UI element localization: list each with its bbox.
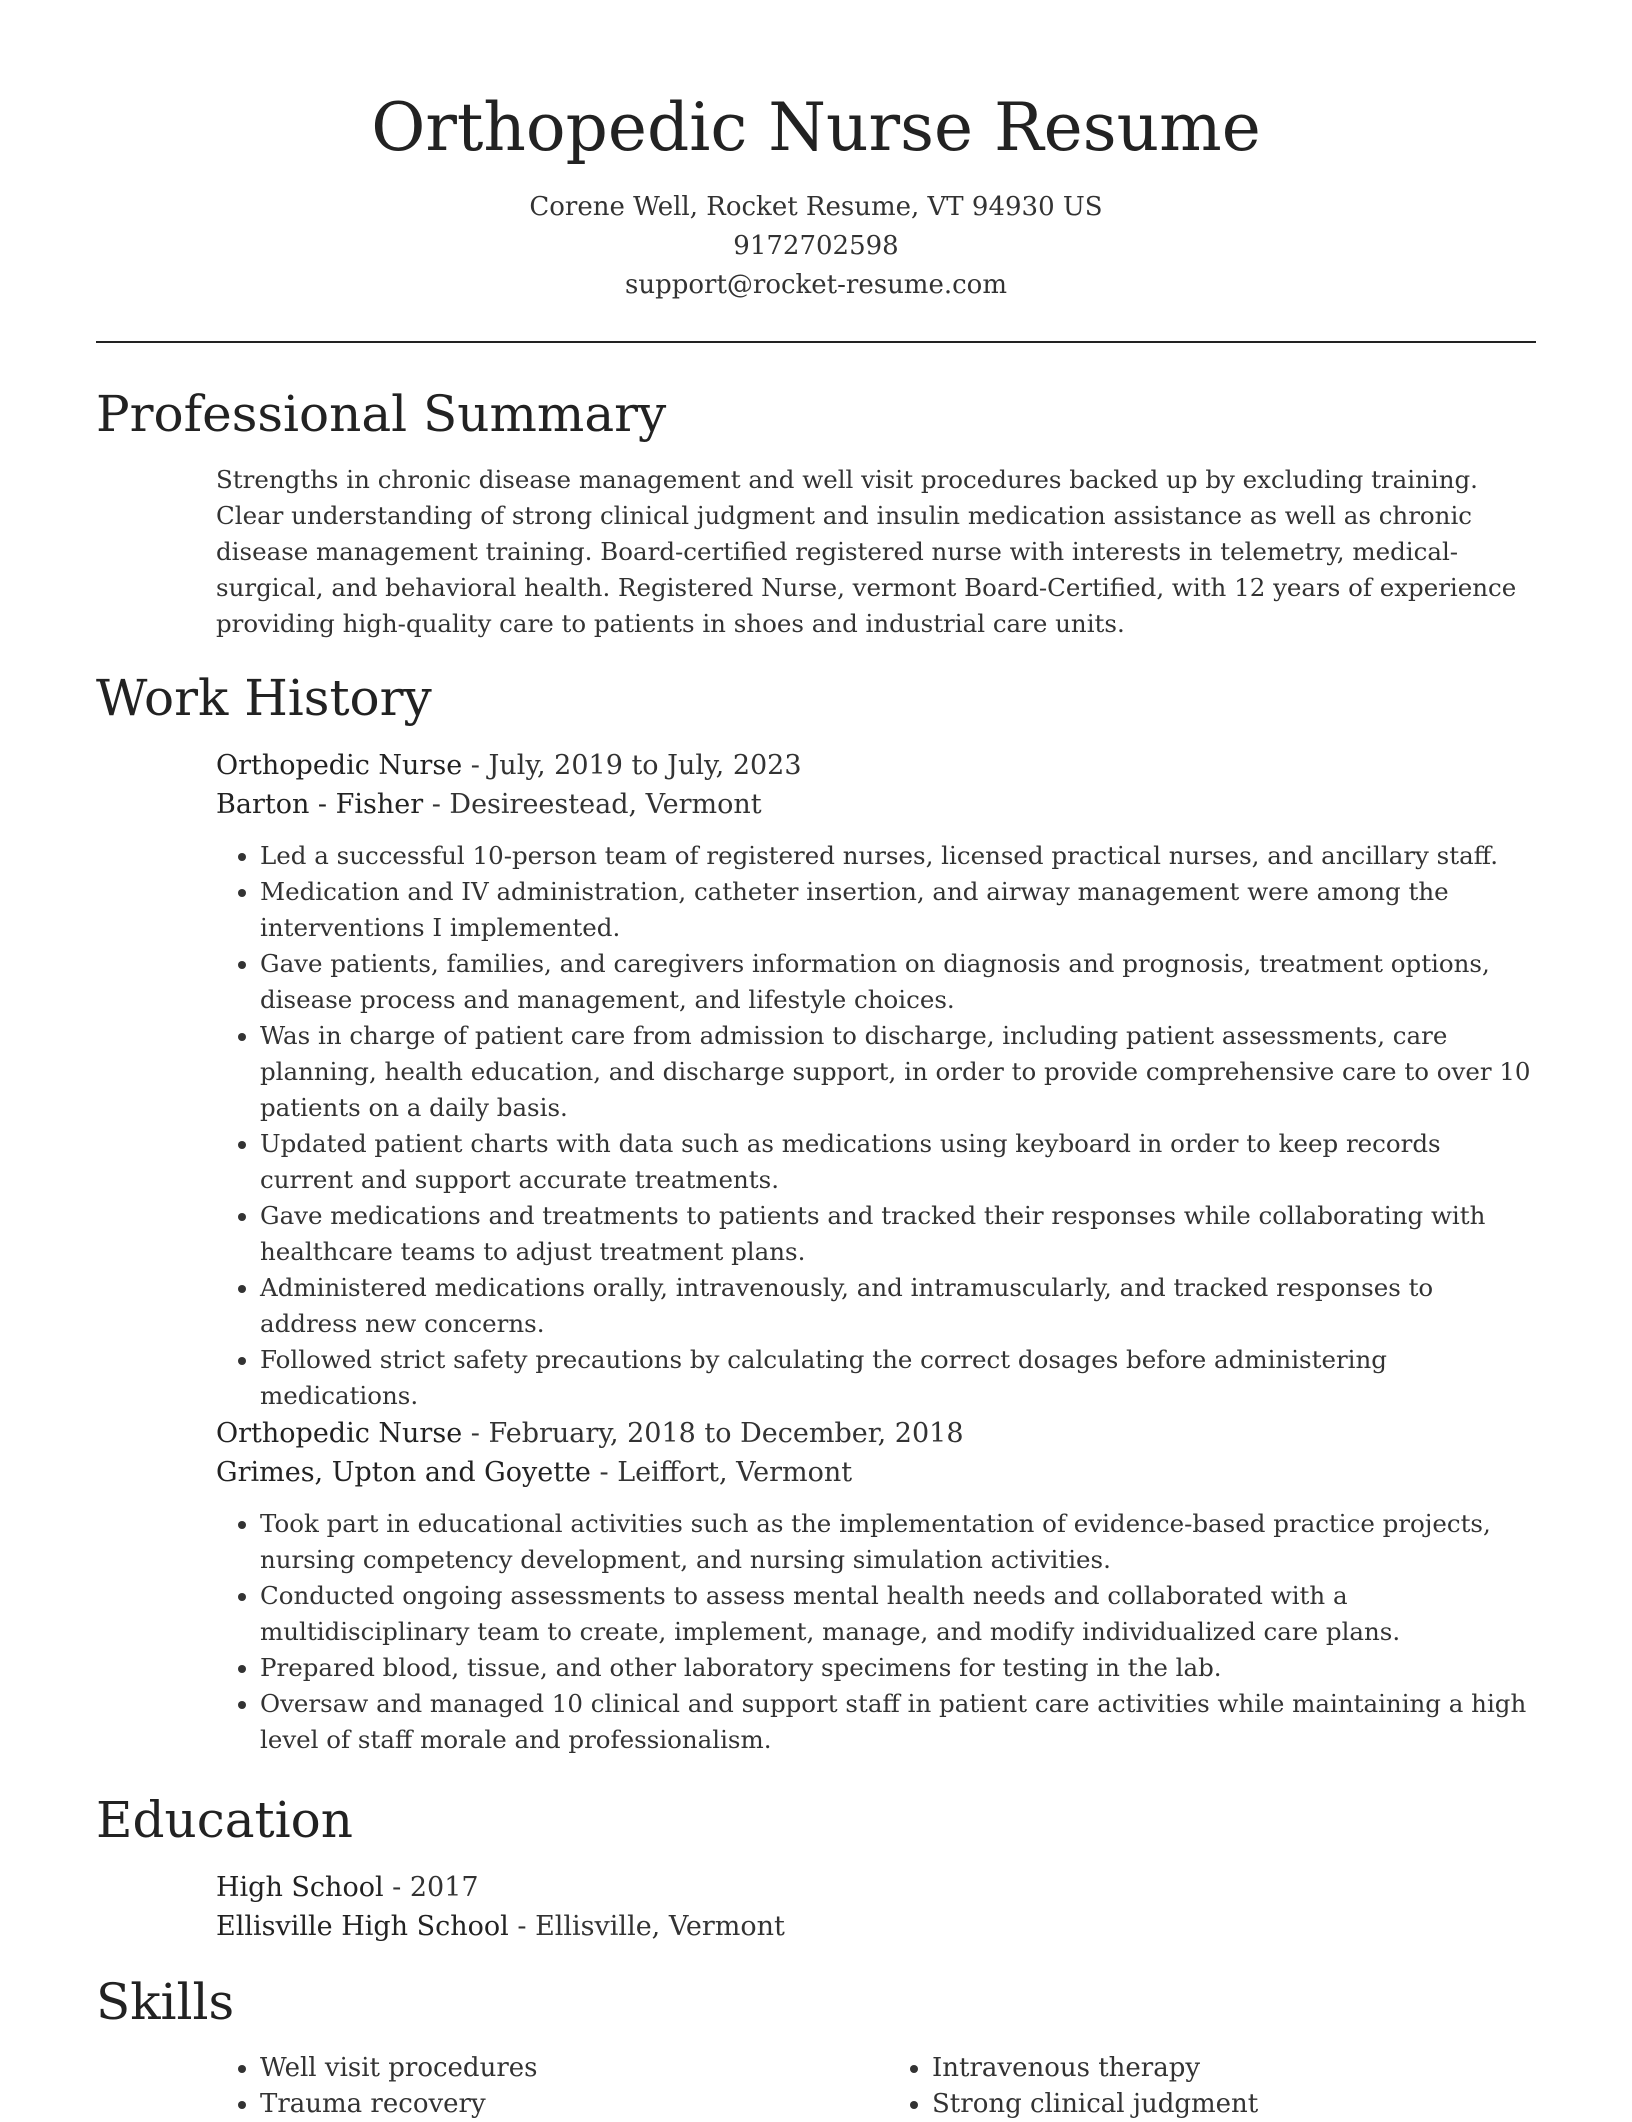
work-history-heading: Work History: [96, 669, 432, 727]
job-bullet: • Gave patients, families, and caregivers information on diagnosis and prognosis, treatment options, disease process and management, and lifestyle choices.: [260, 946, 1538, 1018]
job-company-line: [216, 785, 1538, 824]
job-bullet: • Took part in educational activities such as the implementation of evidence-based practice projects, nursing competency development, and nursing simulation activities.: [260, 1506, 1538, 1578]
job-bullets: [216, 838, 1538, 1414]
job-location: - Desireestead, Vermont: [423, 789, 762, 820]
job-entry: [216, 746, 1538, 1414]
education-heading: Education: [96, 1791, 353, 1849]
education-year: - 2017: [383, 1872, 479, 1903]
summary-text: Strengths in chronic disease management and well visit procedures backed up by excluding training. Clear understanding of strong clinical judgment and insulin medication assistance as well as chronic disease management training. Board-certified registered nurse with interests in telemetry, medical-surgical, and behavioral health. Registered Nurse, vermont Board-Certified, with 12 years of experience providing high-quality care to patients in shoes and industrial care units.: [216, 465, 1517, 638]
skill-item: • Trauma recovery: [260, 2086, 866, 2122]
education-entry: [216, 1868, 1538, 1946]
job-bullet: • Led a successful 10-person team of registered nurses, licensed practical nurses, and ancillary staff.: [260, 838, 1538, 874]
job-title-line: [216, 746, 1538, 785]
contact-email: support@rocket-resume.com: [624, 270, 1007, 300]
job-bullets: [216, 1506, 1538, 1758]
skill-item: • Strong clinical judgment: [932, 2086, 1538, 2122]
job-bullet: • Conducted ongoing assessments to assess mental health needs and collaborated with a multidisciplinary team to create, implement, manage, and modify individualized care plans.: [260, 1578, 1538, 1650]
job-bullet: • Oversaw and managed 10 clinical and support staff in patient care activities while maintaining a high level of staff morale and professionalism.: [260, 1686, 1538, 1758]
job-dates: - July, 2019 to July, 2023: [462, 750, 802, 781]
job-title-line: [216, 1414, 1538, 1453]
resume-header: [0, 86, 1632, 305]
job-bullet: • Updated patient charts with data such as medications using keyboard in order to keep records current and support accurate treatments.: [260, 1126, 1538, 1198]
job-bullet: • Gave medications and treatments to patients and tracked their responses while collaborating with healthcare teams to adjust treatment plans.: [260, 1198, 1538, 1270]
skills-column-left: [216, 2050, 866, 2122]
job-company: Barton - Fisher: [216, 789, 424, 820]
contact-address: Corene Well, Rocket Resume, VT 94930 US: [529, 192, 1103, 222]
job-bullet: • Medication and IV administration, catheter insertion, and airway management were among the interventions I implemented.: [260, 874, 1538, 946]
job-bullet: • Followed strict safety precautions by calculating the correct dosages before administering medications.: [260, 1342, 1538, 1414]
education-school-line: [216, 1907, 1538, 1946]
education-location: - Ellisville, Vermont: [508, 1911, 785, 1942]
contact-block: [0, 188, 1632, 305]
job-company: Grimes, Upton and Goyette: [216, 1457, 591, 1488]
skills-heading: Skills: [96, 1973, 235, 2031]
job-bullet: • Was in charge of patient care from admission to discharge, including patient assessments, care planning, health education, and discharge support, in order to provide comprehensive care to over 10 patients on a daily basis.: [260, 1018, 1538, 1126]
summary-heading: Professional Summary: [96, 385, 667, 443]
skill-item: • Intravenous therapy: [932, 2050, 1538, 2086]
header-divider: [96, 341, 1536, 343]
skills-list: [216, 2050, 1538, 2122]
job-title: Orthopedic Nurse: [216, 750, 463, 781]
contact-phone: 9172702598: [733, 231, 899, 261]
education-degree: High School: [216, 1872, 384, 1903]
job-bullet: • Prepared blood, tissue, and other laboratory specimens for testing in the lab.: [260, 1650, 1538, 1686]
skills-column-right: [888, 2050, 1538, 2122]
skill-item: • Well visit procedures: [260, 2050, 866, 2086]
resume-title: Orthopedic Nurse Resume: [371, 89, 1261, 166]
job-company-line: [216, 1453, 1538, 1492]
job-entry: [216, 1414, 1538, 1758]
job-dates: - February, 2018 to December, 2018: [462, 1418, 964, 1449]
education-degree-line: [216, 1868, 1538, 1907]
education-school: Ellisville High School: [216, 1911, 509, 1942]
job-location: - Leiffort, Vermont: [590, 1457, 853, 1488]
job-bullet: • Administered medications orally, intravenously, and intramuscularly, and tracked responses to address new concerns.: [260, 1270, 1538, 1342]
job-title: Orthopedic Nurse: [216, 1418, 463, 1449]
